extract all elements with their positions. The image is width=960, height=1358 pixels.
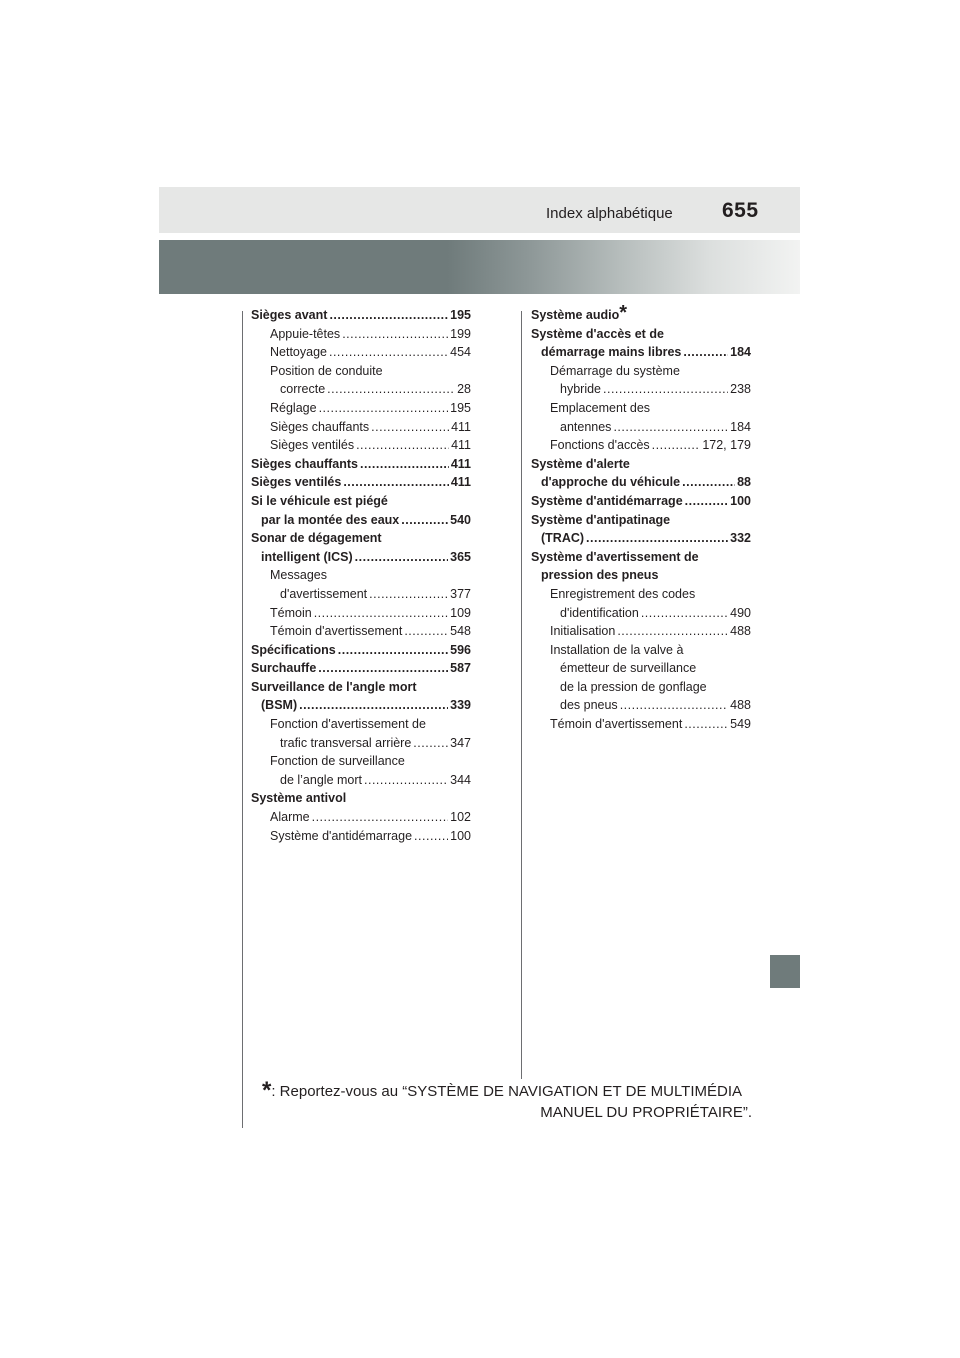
page-reference: 548: [450, 624, 471, 639]
index-entry: [251, 492, 471, 529]
index-entry-label: intelligent (ICS): [261, 549, 353, 564]
index-entry-label: Sièges chauffants: [251, 456, 358, 471]
page-reference: 365: [450, 549, 471, 564]
index-entry-label: Système d'antipatinage: [531, 512, 671, 527]
page-reference: 454: [450, 345, 471, 360]
page-number: 655: [722, 199, 759, 222]
dot-leader: [318, 659, 448, 678]
index-entry-label: trafic transversal arrière: [280, 735, 412, 750]
index-entry: [531, 436, 751, 455]
index-column-right: [531, 302, 751, 734]
dot-leader: [355, 548, 448, 567]
index-entry-label: d'identification: [560, 605, 639, 620]
index-entry: [251, 343, 471, 362]
index-entry: [251, 604, 471, 623]
dot-leader: [683, 343, 728, 362]
index-entry-label: Système d'antidémarrage: [270, 828, 413, 843]
dot-leader: [338, 641, 448, 660]
page-reference: 332: [730, 531, 751, 546]
page-reference: 238: [730, 382, 751, 397]
dot-leader: [620, 696, 728, 715]
index-entry: [251, 306, 471, 325]
index-entry-label: Position de conduite: [270, 363, 383, 378]
dot-leader: [342, 325, 448, 344]
column-divider: [521, 311, 522, 1079]
index-entry-label: Sièges avant: [251, 308, 328, 322]
dot-leader: [603, 380, 728, 399]
index-entry-label: Fonctions d'accès: [550, 438, 650, 453]
index-entry-label: Témoin d'avertissement: [270, 624, 403, 639]
dot-leader: [369, 585, 448, 604]
dot-leader: [327, 380, 455, 399]
dot-leader: [404, 622, 448, 641]
index-entry-label: démarrage mains libres: [541, 345, 682, 360]
index-entry-label: Fonction d'avertissement de: [270, 717, 426, 732]
index-entry: [531, 715, 751, 734]
page-reference: 411: [451, 438, 471, 453]
index-entry-label: Système d'accès et de: [531, 326, 664, 341]
index-entry: [251, 808, 471, 827]
page-reference: 540: [450, 512, 471, 527]
dot-leader: [617, 622, 728, 641]
dot-leader: [371, 418, 449, 437]
dot-leader: [586, 529, 728, 548]
page-reference: 490: [730, 605, 751, 620]
page-reference: 195: [450, 308, 471, 322]
index-entry: [251, 827, 471, 846]
index-entry: [251, 678, 471, 715]
index-entry-label: de la pression de gonflage: [560, 679, 707, 694]
page-reference: 339: [450, 698, 471, 713]
index-entry-label: Enregistrement des codes: [550, 586, 696, 601]
index-entry: [531, 362, 751, 399]
dot-leader: [314, 604, 448, 623]
index-entry-label: par la montée des eaux: [261, 512, 400, 527]
index-entry: [251, 529, 471, 566]
index-entry-label: antennes: [560, 419, 612, 434]
index-entry-label: Emplacement des: [550, 400, 651, 415]
footnote-star: *: [262, 1077, 272, 1104]
index-entry: [531, 399, 751, 436]
dot-leader: [343, 473, 449, 492]
index-entry: [251, 566, 471, 603]
index-entry-label: Témoin d'avertissement: [550, 717, 683, 732]
index-entry-label: hybride: [560, 382, 601, 397]
dot-leader: [641, 604, 728, 623]
dot-leader: [329, 343, 448, 362]
index-entry-label: Appuie-têtes: [270, 326, 341, 341]
footnote: [262, 1077, 752, 1123]
page-reference: 587: [450, 661, 471, 676]
index-entry-label: Surveillance de l'angle mort: [251, 679, 417, 694]
page-reference: 184: [730, 345, 751, 360]
dot-leader: [652, 436, 701, 455]
index-entry: [251, 362, 471, 399]
index-entry: [251, 715, 471, 752]
index-column-left: [251, 306, 471, 845]
index-entry: Système audio *: [531, 302, 628, 324]
index-entry-label: Système d'avertissement de: [531, 549, 699, 564]
page-reference: 596: [450, 642, 471, 657]
page-reference: 172, 179: [702, 438, 751, 453]
index-entry-label: Messages: [270, 568, 327, 583]
page-reference: 411: [451, 419, 471, 434]
index-entry: [251, 659, 471, 678]
dot-leader: [682, 473, 735, 492]
dot-leader: [413, 734, 448, 753]
index-entry-label: émetteur de surveillance: [560, 661, 697, 676]
dot-leader: [401, 511, 448, 530]
page-reference: 344: [450, 772, 471, 787]
page-reference: 549: [730, 717, 751, 732]
index-entry: [531, 622, 751, 641]
index-entry: [531, 585, 751, 622]
index-entry-label: Système d'alerte: [531, 456, 630, 471]
index-entry-label: Surchauffe: [251, 661, 317, 676]
index-entry-label: Témoin: [270, 605, 312, 620]
page-reference: 195: [450, 400, 471, 415]
index-entry-label: Sonar de dégagement: [251, 531, 382, 546]
page-reference: 488: [730, 624, 751, 639]
index-entry: [251, 436, 471, 455]
dot-leader: [329, 306, 448, 325]
index-entry-label: des pneus: [560, 698, 618, 713]
decorative-gradient-band: [159, 240, 800, 294]
dot-leader: [319, 399, 449, 418]
page-reference: 411: [450, 456, 471, 471]
section-title: Index alphabétique: [546, 205, 673, 222]
dot-leader: [356, 436, 449, 455]
index-entry: [251, 622, 471, 641]
dot-leader: [684, 715, 728, 734]
index-entry-label: (TRAC): [541, 531, 585, 546]
index-entry: [531, 548, 751, 585]
page-reference: 199: [450, 326, 471, 341]
page-reference: 100: [730, 493, 751, 508]
dot-leader: [613, 418, 728, 437]
section-thumb-tab: [770, 955, 800, 988]
dot-leader: [312, 808, 449, 827]
index-entry-label: Installation de la valve à: [550, 642, 684, 657]
dot-leader: [364, 771, 448, 790]
index-entry: [251, 473, 471, 492]
page-reference: 109: [450, 605, 471, 620]
index-entry-label: d'avertissement: [280, 586, 368, 601]
page-reference: 88: [737, 475, 751, 490]
footnote-line-1: : Reportez-vous au “SYSTÈME DE NAVIGATION ET DE MULTIMÉDIA: [271, 1083, 743, 1100]
page-reference: 184: [730, 419, 751, 434]
dot-leader: [685, 492, 728, 511]
index-entry-label: (BSM): [261, 698, 298, 713]
header-bar: [159, 187, 800, 233]
footnote-line-2: MANUEL DU PROPRIÉTAIRE”.: [540, 1104, 752, 1121]
index-entry-label: Système d'antidémarrage: [531, 493, 683, 508]
index-entry-label: d'approche du véhicule: [541, 475, 681, 490]
index-entry-label: Système antivol: [251, 791, 347, 806]
index-entry: [531, 455, 751, 492]
index-entry: [251, 418, 471, 437]
index-entry: [251, 752, 471, 789]
index-entry: [251, 325, 471, 344]
index-entry-label: Démarrage du système: [550, 363, 680, 378]
dot-leader: [414, 827, 448, 846]
dot-leader: [299, 696, 448, 715]
index-entry-label: Réglage: [270, 400, 317, 415]
page-reference: 100: [450, 828, 471, 843]
left-margin-rule: [242, 311, 243, 1128]
index-entry-label: Système audio: [531, 308, 620, 322]
index-entry: [251, 399, 471, 418]
index-entry-label: Sièges ventilés: [270, 438, 355, 453]
index-entry: [531, 511, 751, 548]
page-reference: 347: [450, 735, 471, 750]
page-reference: 102: [450, 810, 471, 825]
page-reference: 28: [457, 382, 471, 397]
index-entry-label: Sièges ventilés: [251, 475, 342, 490]
index-entry: [531, 325, 751, 362]
index-entry-label: Sièges chauffants: [270, 419, 370, 434]
index-entry: [251, 455, 471, 474]
index-entry-label: Nettoyage: [270, 345, 327, 360]
index-entry-label: Initialisation: [550, 624, 616, 639]
page-reference: 411: [450, 475, 471, 490]
index-entry-label: Fonction de surveillance: [270, 754, 405, 769]
dot-leader: [360, 455, 449, 474]
index-entry-label: Si le véhicule est piégé: [251, 493, 388, 508]
index-entry-label: correcte: [280, 382, 326, 397]
page-reference: 488: [730, 698, 751, 713]
index-entry-label: pression des pneus: [541, 568, 659, 583]
index-entry: [251, 789, 471, 808]
index-entry: [251, 641, 471, 660]
index-entry-label: de l’angle mort: [280, 772, 362, 787]
index-entry-label: Spécifications: [251, 642, 336, 657]
index-entry: [531, 492, 751, 511]
index-entry-label: Alarme: [270, 810, 310, 825]
page-reference: 377: [450, 586, 471, 601]
index-entry: [531, 641, 751, 715]
